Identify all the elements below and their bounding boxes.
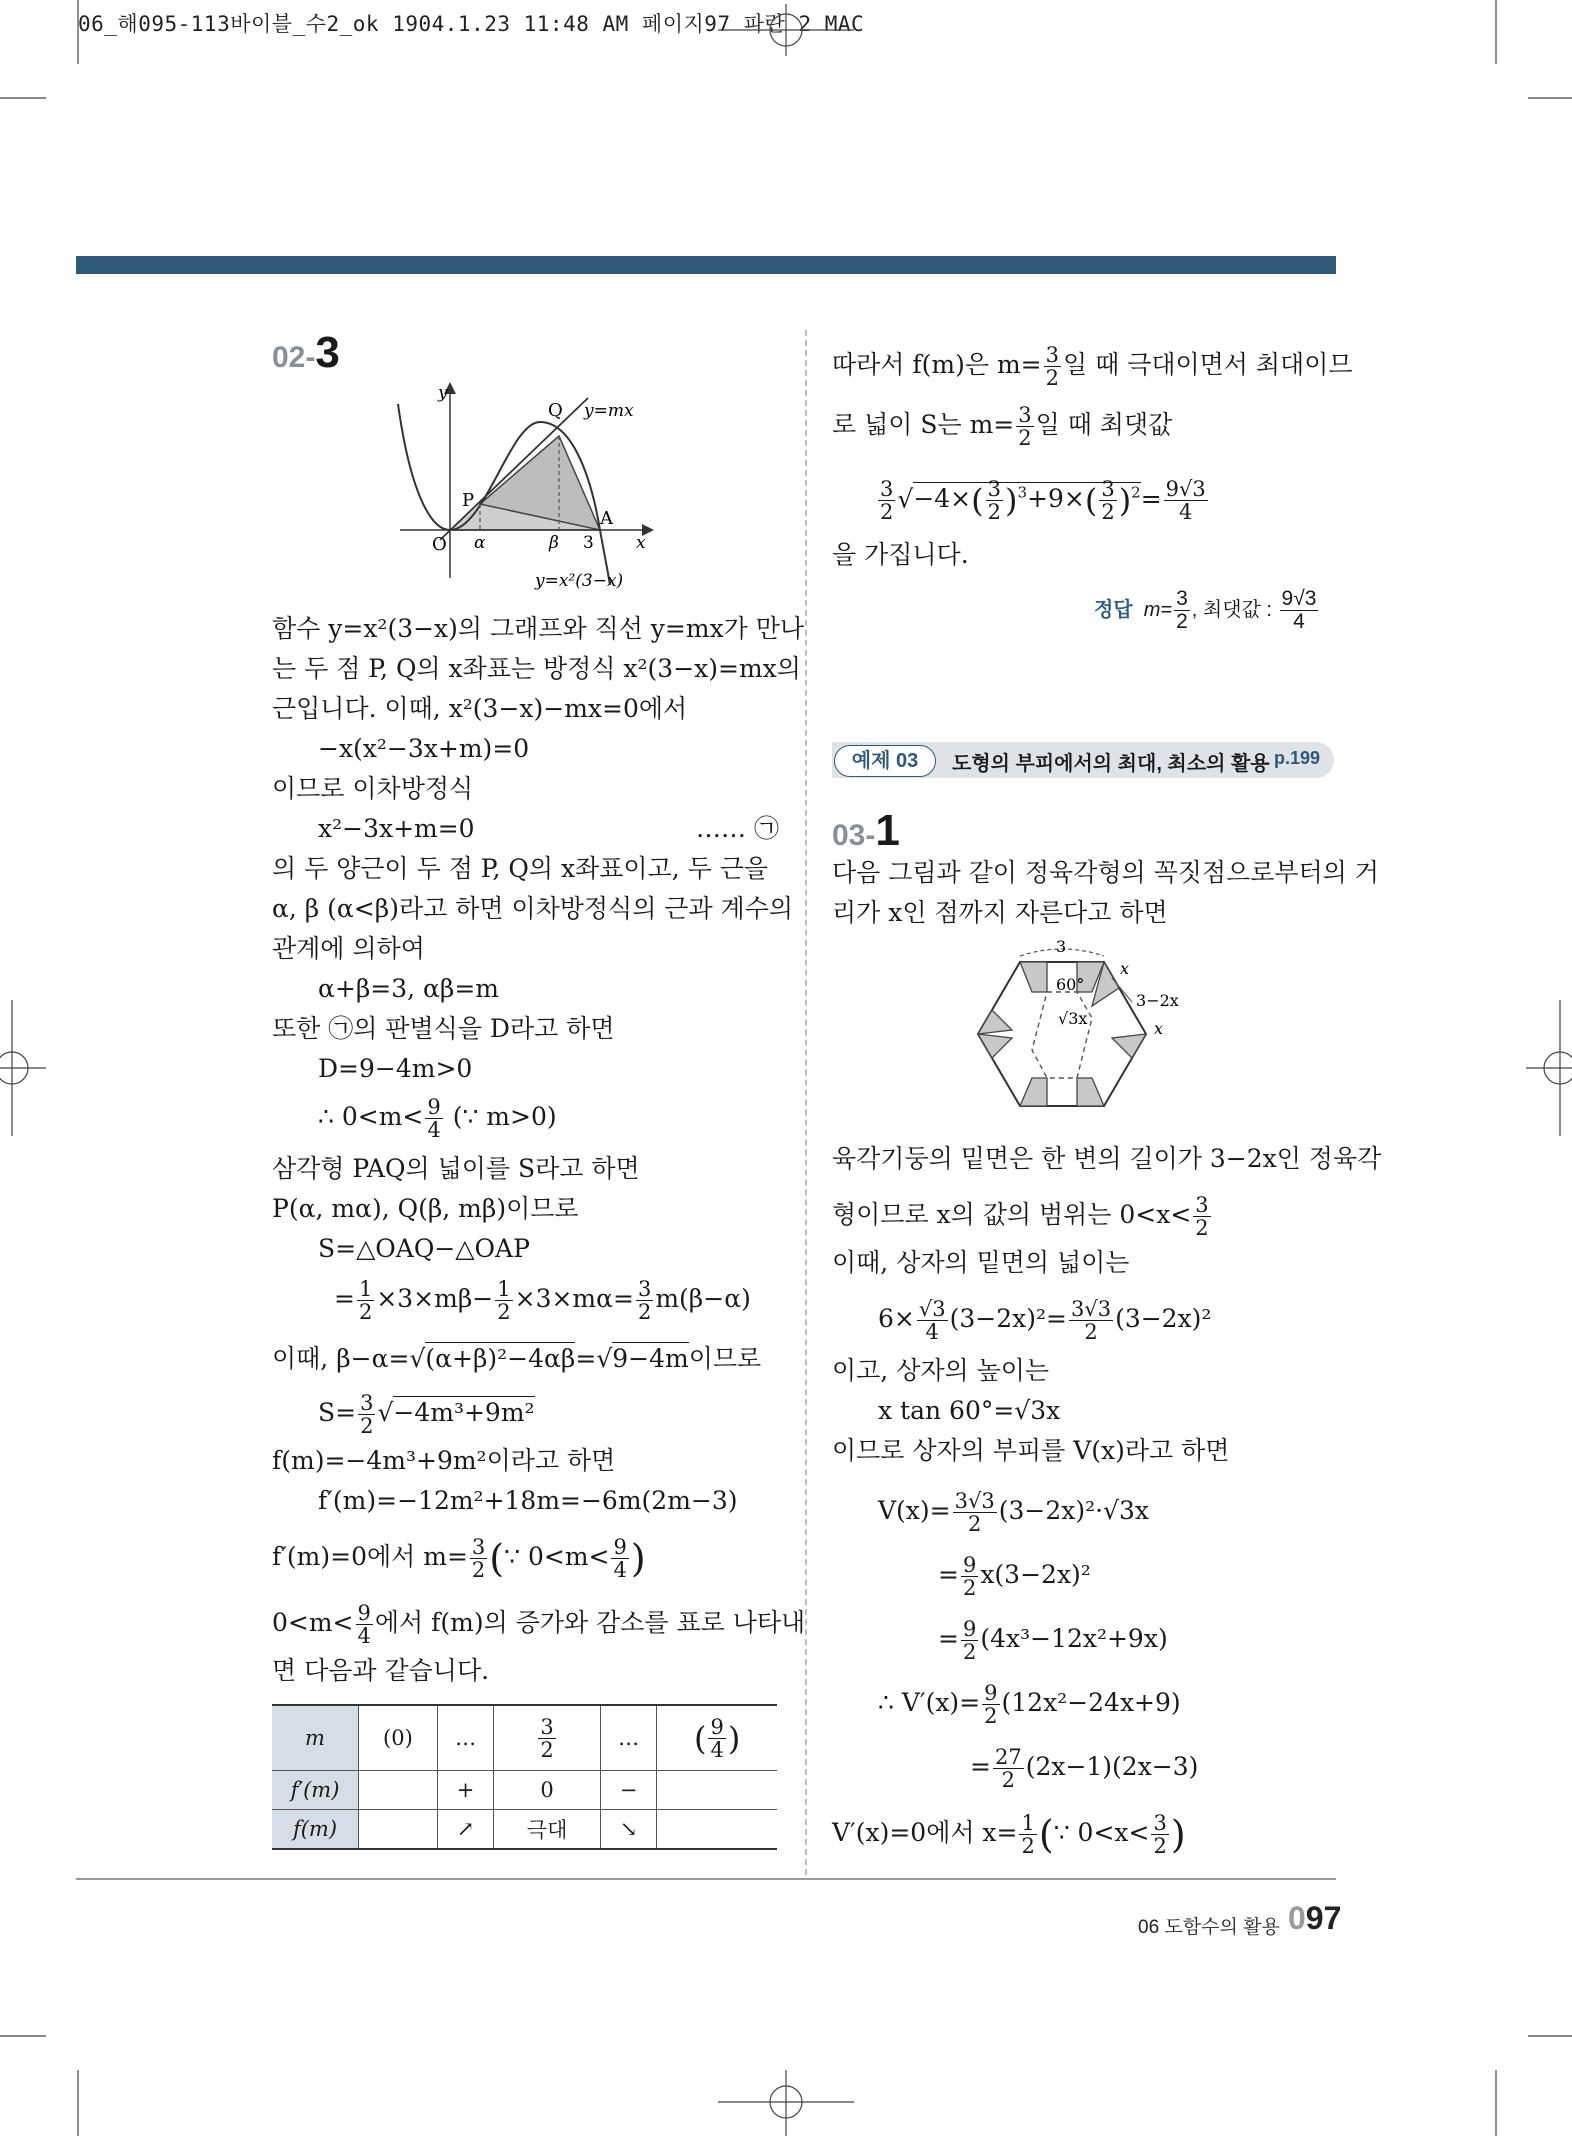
print-header: 06_해095-113바이블_수2_ok 1904.1.23 11:48 AM 페이지97 파란 2 MAC xyxy=(78,12,865,36)
text-line: 는 두 점 P, Q의 x좌표는 방정식 x²(3−x)=mx의 xyxy=(272,654,801,683)
increase-decrease-table: m (0) … $\frac{3}{2}$ … ( $\frac{9}{4}$ ) f′(m) + 0 − f(m) ↗ 극대 ↘ xyxy=(272,1704,777,1850)
equation-line: α+β=3, αβ=m xyxy=(318,974,500,1003)
equation-line: D=9−4m>0 xyxy=(318,1054,473,1083)
equation-vprime: ∴ V′(x)= $\frac{9}{2}$ (12x²−24x+9) xyxy=(878,1681,1181,1728)
text-line: 함수 y=x²(3−x)의 그래프와 직선 y=mx가 만나 xyxy=(272,614,805,643)
text-line: 을 가집니다. xyxy=(832,540,969,569)
equation-vprime: = $\frac{27}{2}$ (2x−1)(2x−3) xyxy=(970,1745,1199,1792)
svg-text:y=mx: y=mx xyxy=(584,401,634,421)
equation-volume: = $\frac{9}{2}$ x(3−2x)² xyxy=(938,1553,1091,1600)
svg-text:Q: Q xyxy=(548,400,563,421)
svg-text:β: β xyxy=(549,533,559,553)
column-divider xyxy=(805,330,807,1875)
text-line: 0<m< $\frac{9}{4}$ 에서 f(m)의 증가와 감소를 표로 나타내 xyxy=(272,1601,806,1648)
text-line: 다음 그림과 같이 정육각형의 꼭짓점으로부터의 거 xyxy=(832,858,1379,887)
equation-line: S=△OAQ−△OAP xyxy=(318,1234,530,1263)
equation-range-m: ∴ 0<m< $\frac{9}{4}$ (∵ m>0) xyxy=(318,1095,557,1142)
equation-line: x tan 60°=√3x xyxy=(878,1396,1061,1425)
equation-volume: = $\frac{9}{2}$ (4x³−12x²+9x) xyxy=(938,1617,1168,1664)
section-heading-02-3: 02-3 xyxy=(272,328,340,377)
cubic-graph xyxy=(390,380,660,595)
svg-text:3: 3 xyxy=(1056,938,1067,956)
example-title: 도형의 부피에서의 최대, 최소의 활용 xyxy=(952,753,1270,775)
text-line: 삼각형 PAQ의 넓이를 S라고 하면 xyxy=(272,1154,640,1183)
text-line: 의 두 양근이 두 점 P, Q의 x좌표이고, 두 근을 xyxy=(272,854,769,883)
example-tag: 예제 03 xyxy=(834,745,936,777)
text-line: 또한 ㉠의 판별식을 D라고 하면 xyxy=(272,1014,615,1043)
text-line: 이므로 이차방정식 xyxy=(272,774,474,803)
text-line: 리가 x인 점까지 자른다고 하면 xyxy=(832,898,1168,927)
equation-base-area: 6× $\frac{√3}{4}$ (3−2x)²= $\frac{3√3}{2}$ (3−2x)² xyxy=(878,1297,1212,1344)
svg-text:α: α xyxy=(474,533,486,553)
example-page-ref: p.199 xyxy=(1273,748,1320,768)
text-line: 이므로 상자의 부피를 V(x)라고 하면 xyxy=(832,1436,1230,1465)
text-line: P(α, mα), Q(β, mβ)이므로 xyxy=(272,1194,579,1223)
page-number: 097 xyxy=(1288,1900,1342,1936)
section-heading-03-1: 03-1 xyxy=(832,806,900,855)
header-band xyxy=(76,256,1336,274)
text-line: 형이므로 x의 값의 범위는 0<x< $\frac{3}{2}$ xyxy=(832,1193,1209,1240)
footer-chapter: 06 도함수의 활용 xyxy=(1138,1917,1280,1938)
equation-marker: …… ㉠ xyxy=(696,814,779,843)
text-line: α, β (α<β)라고 하면 이차방정식의 근과 계수의 xyxy=(272,894,794,923)
svg-text:3−2x: 3−2x xyxy=(1136,991,1179,1010)
text-line: 육각기둥의 밑면은 한 변의 길이가 3−2x인 정육각 xyxy=(832,1144,1382,1173)
svg-text:3: 3 xyxy=(583,533,594,553)
text-line: 이고, 상자의 높이는 xyxy=(832,1356,1050,1385)
text-line: 근입니다. 이때, x²(3−x)−mx=0에서 xyxy=(272,694,688,723)
equation-line: f′(m)=−12m²+18m=−6m(2m−3) xyxy=(318,1486,738,1515)
equation-max-value: $\frac{3}{2}$ √−4×( $\frac{3}{2}$ )$^3$+9×( $\frac{3}{2}$ )$^2$= $\frac{9√3}{4}$ xyxy=(880,477,1206,525)
svg-text:y=x²(3−x): y=x²(3−x) xyxy=(535,571,624,591)
equation-volume: V(x)= $\frac{3√3}{2}$ (3−2x)²·√3x xyxy=(878,1489,1149,1536)
answer-line: 정답 m= $\frac{3}{2}$ , 최댓값 : $\frac{9√3}{4}$ xyxy=(1094,587,1317,633)
svg-text:A: A xyxy=(600,508,613,529)
example-badge xyxy=(832,742,1334,778)
text-line: f(m)=−4m³+9m²이라고 하면 xyxy=(272,1446,616,1475)
footer-rule xyxy=(76,1878,1336,1880)
text-line: 로 넓이 S는 m= $\frac{3}{2}$ 일 때 최댓값 xyxy=(832,403,1173,450)
equation-vprime-zero: V′(x)=0에서 x= $\frac{1}{2}$ (∵ 0<x< $\frac{3}{2}$ ) xyxy=(832,1811,1186,1858)
text-line: 이때, 상자의 밑면의 넓이는 xyxy=(832,1248,1130,1277)
svg-text:x: x xyxy=(1120,959,1130,978)
svg-text:P: P xyxy=(462,490,475,511)
equation-fprime-zero: f′(m)=0에서 m= $\frac{3}{2}$ (∵ 0<m< $\frac{9}{4}$ ) xyxy=(272,1535,646,1582)
svg-text:x: x xyxy=(1154,1019,1164,1038)
text-line: 면 다음과 같습니다. xyxy=(272,1656,490,1685)
equation-line: −x(x²−3x+m)=0 xyxy=(318,734,530,763)
text-line: 따라서 f(m)은 m= $\frac{3}{2}$ 일 때 극대이면서 최대이므 xyxy=(832,343,1353,390)
text-line: 관계에 의하여 xyxy=(272,934,425,963)
equation-beta-alpha: 이때, β−α=√(α+β)²−4αβ=√9−4m이므로 xyxy=(272,1344,762,1373)
equation-area: = $\frac{1}{2}$ ×3×mβ− $\frac{1}{2}$ ×3×mα= $\frac{3}{2}$ m(β−α) xyxy=(334,1277,751,1324)
equation-line: x²−3x+m=0 xyxy=(318,814,475,843)
svg-text:O: O xyxy=(432,534,447,555)
equation-s: S= $\frac{3}{2}$ √−4m³+9m² xyxy=(318,1391,535,1438)
svg-text:x: x xyxy=(636,533,646,553)
hexagon-figure xyxy=(960,938,1200,1134)
svg-text:y: y xyxy=(438,383,448,403)
svg-text:60°: 60° xyxy=(1056,975,1085,994)
svg-text:√3x: √3x xyxy=(1058,1009,1088,1028)
